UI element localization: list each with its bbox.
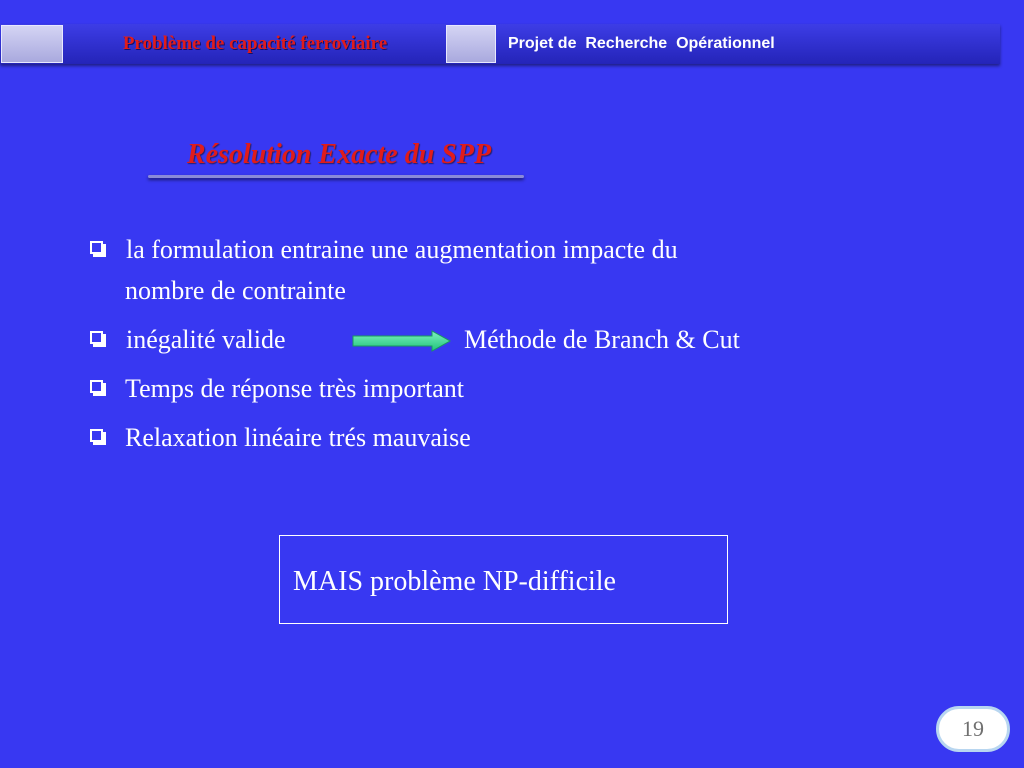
bullet-text-1: la formulation entraine une augmentation impacte du xyxy=(126,235,678,264)
checkbox-bullet-icon xyxy=(90,241,103,254)
bullet-text-4: Relaxation linéaire trés mauvaise xyxy=(125,423,471,452)
np-hard-callout-text: MAIS problème NP-difficile xyxy=(293,566,616,597)
np-hard-callout-box xyxy=(279,535,728,624)
header-decor-square-left xyxy=(1,25,63,63)
slide-title: Résolution Exacte du SPP xyxy=(186,139,492,170)
right-arrow-icon xyxy=(352,330,452,352)
bullet-text-2: inégalité valide xyxy=(126,325,286,354)
bullet-continuation-1: nombre de contrainte xyxy=(125,276,346,305)
bullet-arrow-target-2: Méthode de Branch & Cut xyxy=(464,325,740,354)
header-decor-square-middle xyxy=(446,25,496,63)
checkbox-bullet-icon xyxy=(90,331,103,344)
checkbox-bullet-icon xyxy=(90,380,103,393)
checkbox-bullet-icon xyxy=(90,429,103,442)
bullet-text-3: Temps de réponse très important xyxy=(125,374,464,403)
page-number-badge: 19 xyxy=(936,706,1010,752)
slide-title-underline xyxy=(148,175,524,178)
header-title: Problème de capacité ferroviaire xyxy=(122,33,388,54)
header-project-label: Projet de Recherche Opérationnel xyxy=(508,35,775,52)
